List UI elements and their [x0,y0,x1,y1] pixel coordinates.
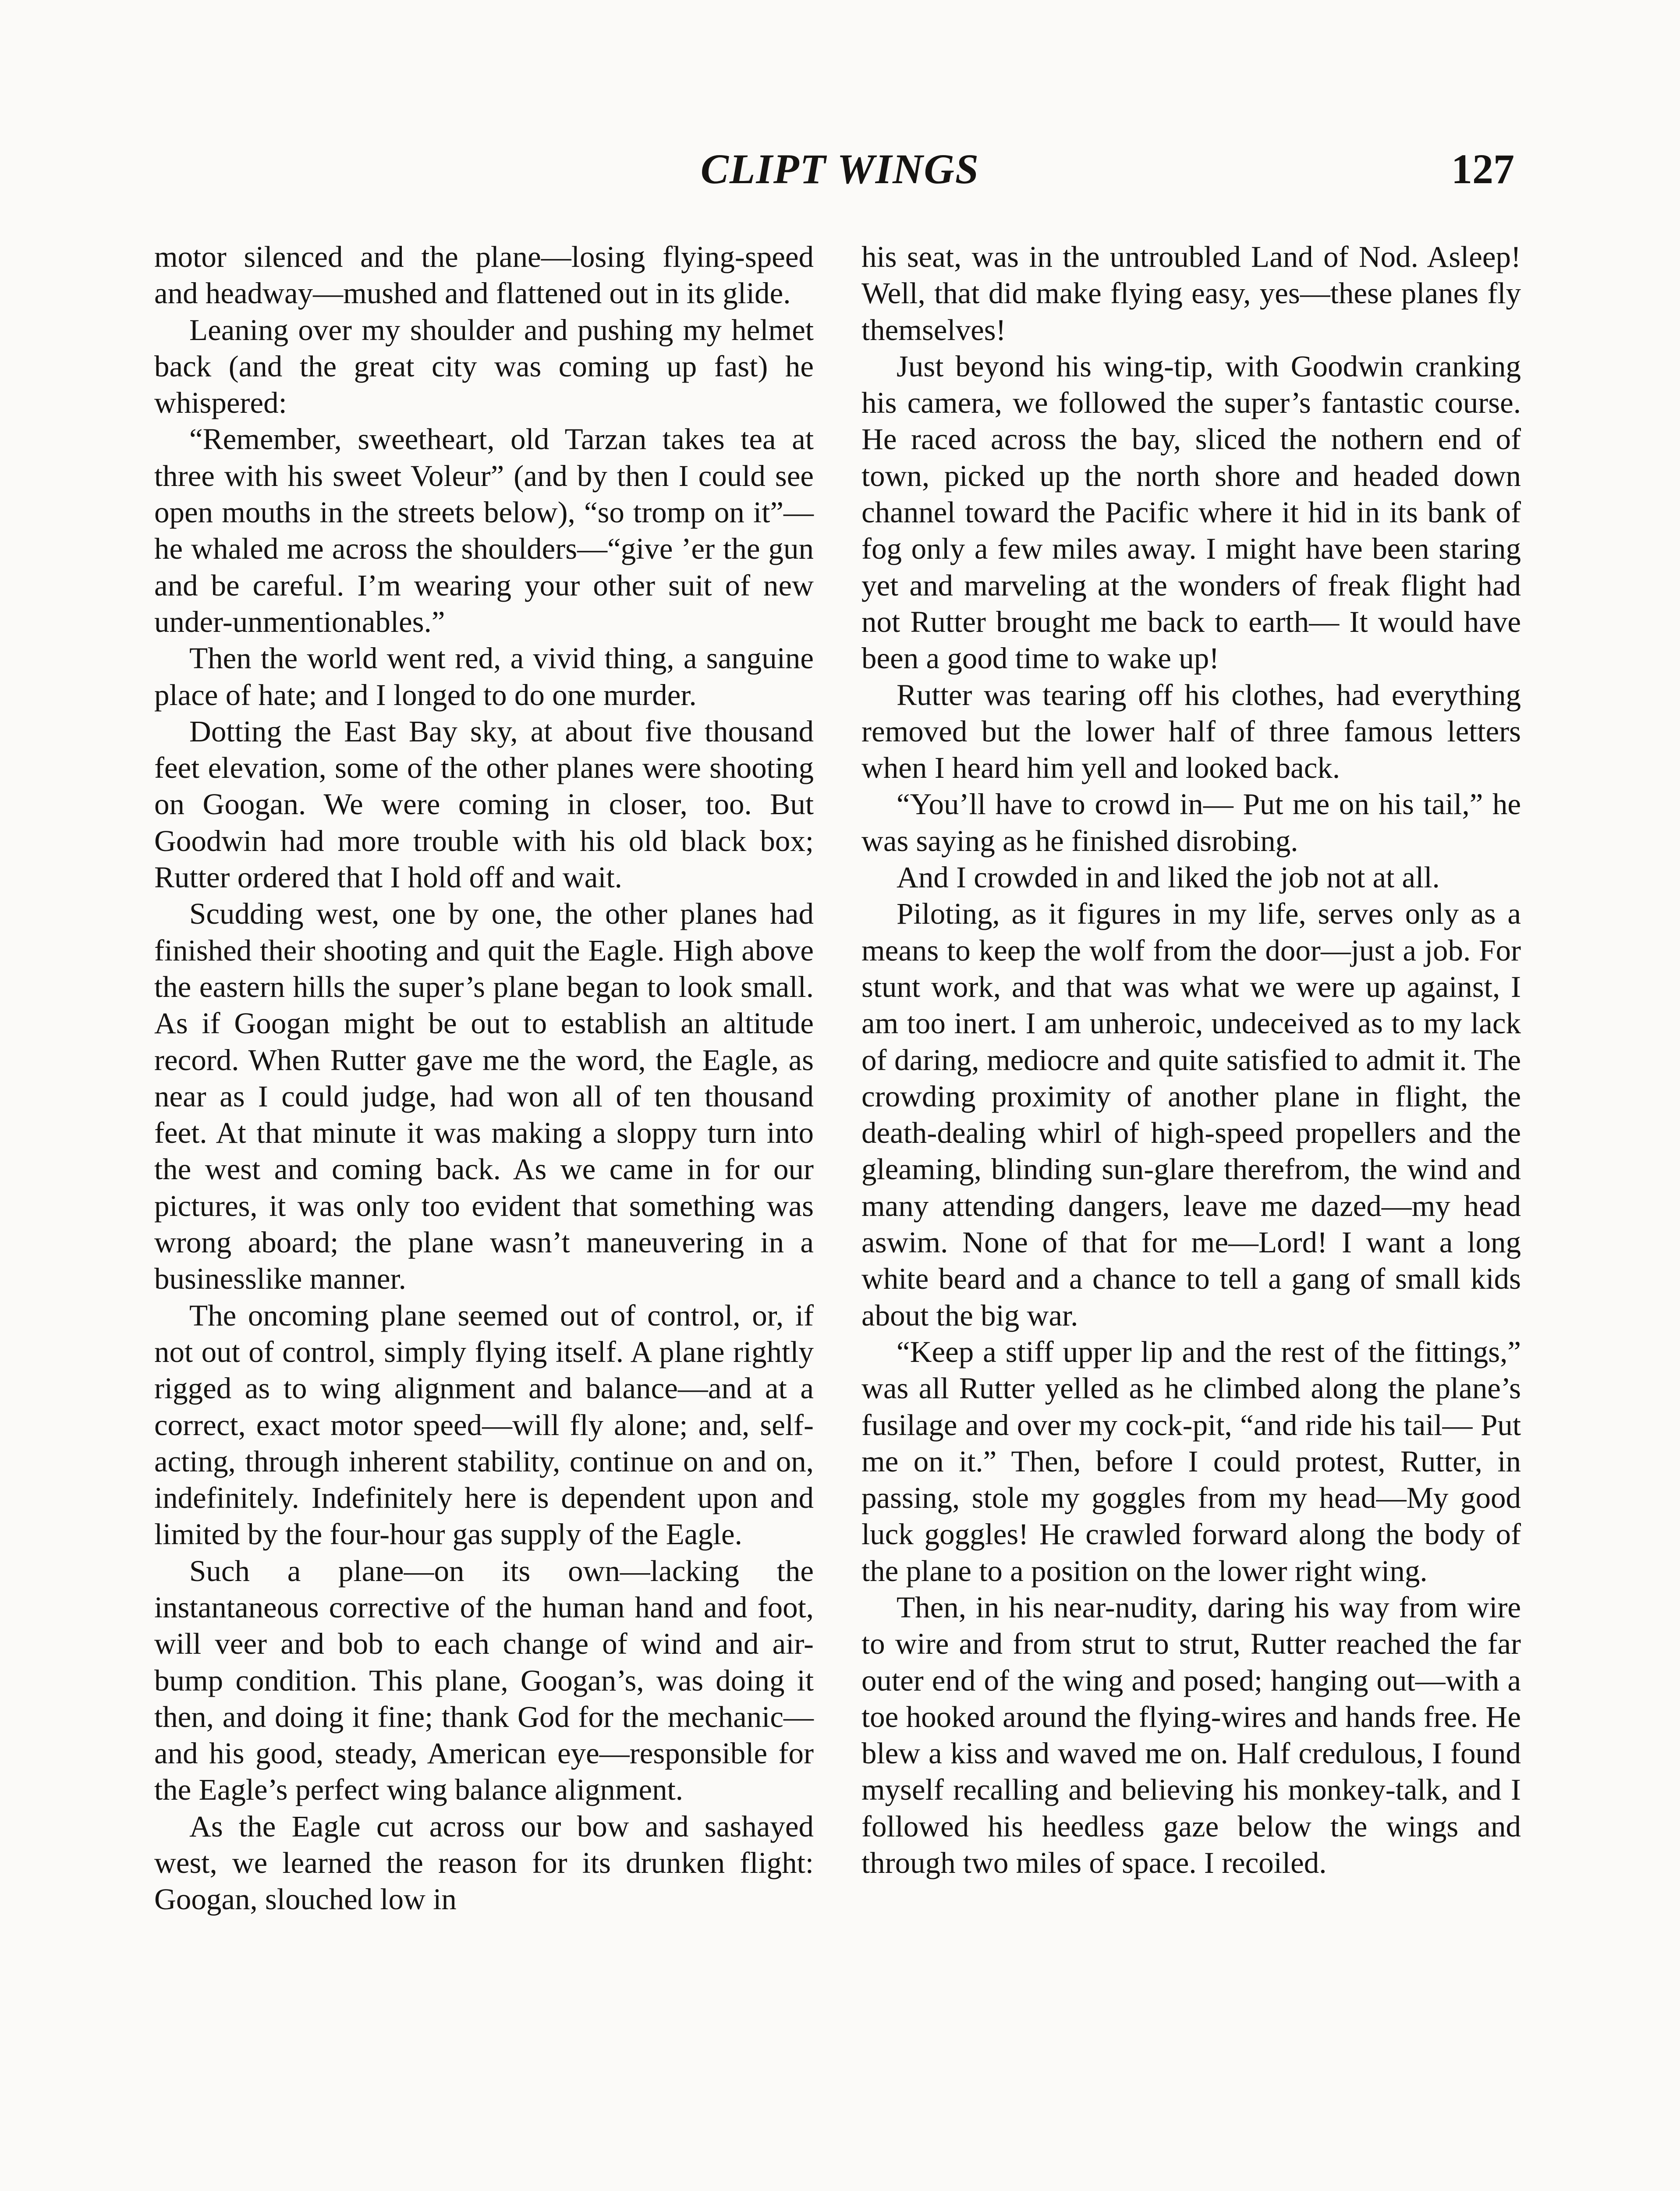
paragraph: his seat, was in the untroubled Land of Nod. Asleep! Well, that did make flying easy, yes—these planes fly themselves! [861,240,1521,347]
paragraph: Then the world went red, a vivid thing, a sanguine place of hate; and I longed to do one murder. [154,642,814,712]
right-column [861,239,1521,1881]
running-title: CLIPT WINGS [700,145,980,192]
paragraph: Dotting the East Bay sky, at about five thousand feet elevation, some of the other planes were shooting on Googan. We were coming in closer, too. But Goodwin had more trouble with his old black box; Rutter ordered that I hold off and wait. [154,714,814,894]
paragraph: The oncoming plane seemed out of control, or, if not out of control, simply flying itself. A plane rightly rigged as to wing alignment and balance—and at a correct, exact motor speed—will fly alone; and, self-acting, through inherent stability, continue on and on, indefinitely. Indefinitely here is dependent upon and limited by the four-hour gas supply of the Eagle. [154,1298,814,1551]
paragraph: motor silenced and the plane—losing flying-speed and headway—mushed and flattened out in its glide. [154,240,814,310]
left-column [154,239,814,1918]
running-head [0,145,1680,206]
paragraph: Scudding west, one by one, the other planes had finished their shooting and quit the Eagle. High above the eastern hills the super’s plane began to look small. As if Googan might be out to establish an altitude record. When Rutter gave me the word, the Eagle, as near as I could judge, had won all of ten thousand feet. At that minute it was making a sloppy turn into the west and coming back. As we came in for our pictures, it was only too evident that something was wrong aboard; the plane wasn’t maneuvering in a businesslike manner. [154,897,814,1296]
paragraph: And I crowded in and liked the job not at all. [897,861,1440,894]
paragraph: Rutter was tearing off his clothes, had everything removed but the lower half of three famous letters when I heard him yell and looked back. [861,678,1521,785]
paragraph: Piloting, as it figures in my life, serves only as a means to keep the wolf from the door—just a job. For stunt work, and that was what we were up against, I am too inert. I am unheroic, undeceived as to my lack of daring, mediocre and quite satisfied to admit it. The crowding proximity of another plane in flight, the death-dealing whirl of high-speed propellers and the gleaming, blinding sun-glare therefrom, the wind and many attending dangers, leave me dazed—my head aswim. None of that for me—Lord! I want a long white beard and a chance to tell a gang of small kids about the big war. [861,897,1521,1332]
paragraph: Just beyond his wing-tip, with Goodwin cranking his camera, we followed the super’s fantastic course. He raced across the bay, sliced the nothern end of town, picked up the north shore and headed down channel toward the Pacific where it hid in its bank of fog only a few miles away. I might have been staring yet and marveling at the wonders of freak flight had not Rutter brought me back to earth— It would have been a good time to wake up! [861,349,1521,675]
paragraph: “Keep a stiff upper lip and the rest of the fittings,” was all Rutter yelled as he climbed along the plane’s fusilage and over my cock-pit, “and ride his tail— Put me on it.” Then, before I could protest, Rutter, in passing, stole my goggles from my head—My good luck goggles! He crawled forward along the body of the plane to a position on the lower right wing. [861,1335,1521,1588]
paragraph: Leaning over my shoulder and pushing my helmet back (and the great city was coming up fast) he whispered: [154,313,814,420]
paragraph: As the Eagle cut across our bow and sashayed west, we learned the reason for its drunken flight: Googan, slouched low in [154,1809,814,1916]
paragraph: “Remember, sweetheart, old Tarzan takes tea at three with his sweet Voleur” (and by then I could see open mouths in the streets below), “so tromp on it”—he whaled me across the shoulders—“give ’er the gun and be careful. I’m wearing your other suit of new under-unmentionables.” [154,422,814,638]
paragraph: Such a plane—on its own—lacking the instantaneous corrective of the human hand and foot, will veer and bob to each change of wind and air-bump condition. This plane, Googan’s, was doing it then, and doing it fine; thank God for the mechanic—and his good, steady, American eye—responsible for the Eagle’s perfect wing balance alignment. [154,1554,814,1807]
paragraph: Then, in his near-nudity, daring his way from wire to wire and from strut to strut, Rutter reached the far outer end of the wing and posed; hanging out—with a toe hooked around the flying-wires and hands free. He blew a kiss and waved me on. Half credulous, I found myself recalling and believing his monkey-talk, and I followed his heedless gaze below the wings and through two miles of space. I recoiled. [861,1590,1521,1880]
page-number: 127 [1451,145,1514,192]
paragraph: “You’ll have to crowd in— Put me on his tail,” he was saying as he finished disrobing. [861,787,1521,858]
